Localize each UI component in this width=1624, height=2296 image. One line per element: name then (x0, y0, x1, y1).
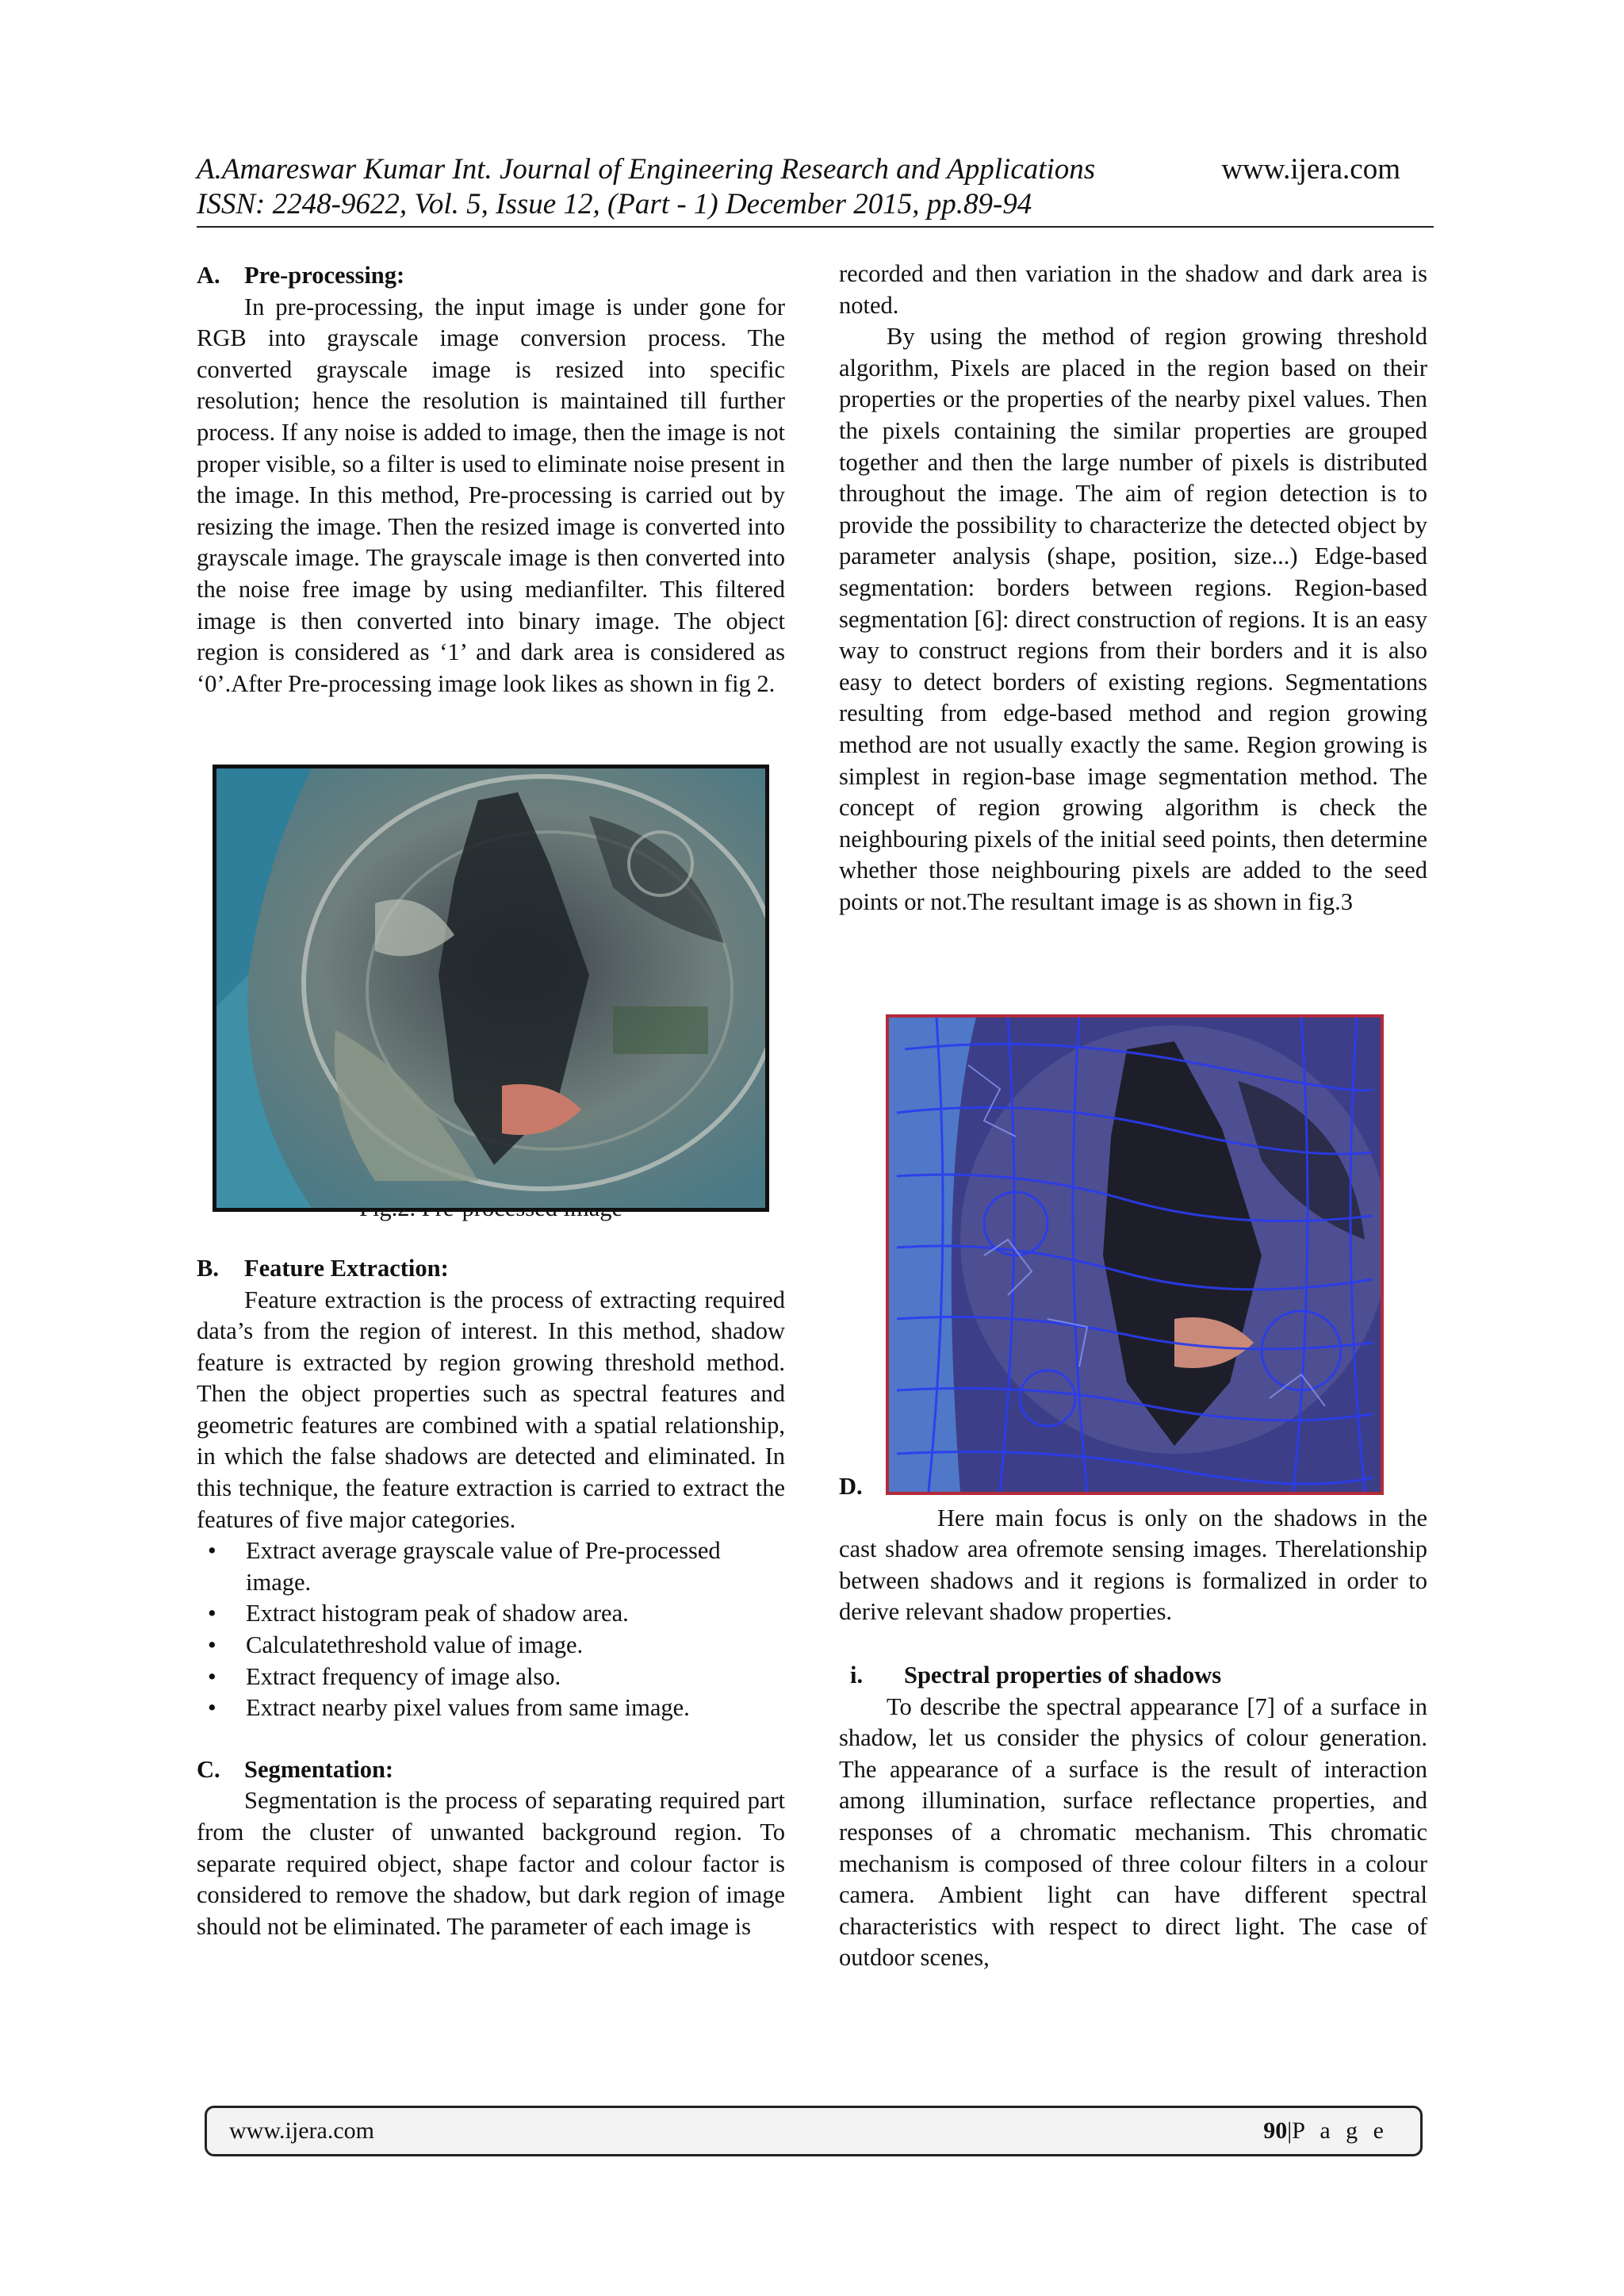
spacer (197, 1225, 785, 1253)
section-c-letter: C. (197, 1755, 220, 1783)
header-divider (197, 226, 1434, 228)
page-header (197, 152, 1434, 222)
page-indicator (1263, 2118, 1388, 2145)
subsection-i-letter: i. (850, 1662, 864, 1689)
subsection-i-paragraph: To describe the spectral appearance [7] of a surface in shadow, let us consider the physics of colour generation. The appearance of a surface is the result of interaction among illumination, surface reflectance properties, and responses of a chromatic mechanism. This chromatic mechanism is composed of three colour filters in a colour camera. Ambient light can have different spectral characteristics with respect to direct light. The case of outdoor scenes, (839, 1692, 1427, 1972)
section-a-heading (197, 260, 785, 292)
section-a-letter: A. (197, 262, 220, 289)
page-separator: | (1287, 2118, 1293, 2144)
page-footer (205, 2106, 1423, 2156)
list-item: • Extract nearby pixel values from same image. (197, 1692, 785, 1724)
bullet-icon: • (208, 1537, 216, 1565)
list-item: • Calculatethreshold value of image. (197, 1630, 785, 1662)
page-number: 90 (1263, 2118, 1288, 2144)
section-b-letter: B. (197, 1254, 219, 1282)
bullet-icon: • (208, 1631, 216, 1659)
subsection-i-heading (839, 1660, 1427, 1692)
header-line-1 (197, 152, 1434, 187)
section-c-title: Segmentation: (244, 1755, 394, 1783)
bullet-icon: • (208, 1694, 216, 1722)
issn-line: ISSN: 2248-9622, Vol. 5, Issue 12, (Part - 1) December 2015, pp.89-94 (197, 188, 1032, 220)
journal-citation: A.Amareswar Kumar Int. Journal of Engineering Research and Applications (197, 153, 1096, 186)
header-website: www.ijera.com (1221, 153, 1400, 186)
section-b-heading (197, 1253, 785, 1285)
list-item: • Extract average grayscale value of Pre-processed image. (208, 1537, 721, 1596)
section-a-title: Pre-processing: (244, 262, 405, 289)
list-item: • Extract frequency of image also. (197, 1662, 785, 1693)
section-c-paragraph: Segmentation is the process of separating required part from the cluster of unwanted background region. To separate required object, shape factor and colour factor is considered to remove the shadow, but dark region of image should not be eliminated. The parameter of each image is (197, 1787, 785, 1940)
subsection-i-title: Spectral properties of shadows (904, 1662, 1222, 1689)
section-c-continuation: recorded and then variation in the shadow and dark area is noted. (839, 260, 1427, 319)
list-item: • Extract histogram peak of shadow area. (197, 1598, 785, 1630)
bullet-icon: • (208, 1600, 216, 1627)
section-b-title: Feature Extraction: (244, 1254, 449, 1282)
section-a-paragraph: In pre-processing, the input image is under gone for RGB into grayscale image conversion process. The converted grayscale image is resized into specific resolution; hence the resolution is maintained till further process. If any noise is added to image, then the image is not proper visible, so a filter is used to eliminate noise present in the image. In this method, Pre-processing is carried out by resizing the image. Then the resized image is converted into grayscale image. The grayscale image is then converted into the noise free image by using medianfilter. This filtered image is then converted into binary image. The object region is considered as ‘1’ and dark area is considered as ‘0’.After Pre-processing image look likes as shown in fig 2. (197, 293, 785, 697)
section-b-paragraph: Feature extraction is the process of extracting required data’s from the region of interest. In this method, shadow feature is extracted by region growing threshold method. Then the object properties such as spectral features and geometric features are combined with a spatial relationship, in which the false shadows are detected and eliminated. In this technique, the feature extraction is carried to extract the features of five major categories. (197, 1286, 785, 1533)
fig2-preprocessed-image (213, 765, 769, 1212)
section-d-letter: D. (839, 1473, 863, 1501)
section-d-paragraph: Here main focus is only on the shadows in the cast shadow area ofremote sensing images. Therelationship between shadows and it regions is formalized in order to derive relevant shadow properties. (839, 1504, 1427, 1626)
spacer (839, 1628, 1427, 1660)
page-word: P a g e (1292, 2118, 1388, 2144)
fig3-segmented-image (886, 1014, 1384, 1495)
bullet-icon: • (208, 1662, 216, 1690)
feature-list (197, 1535, 785, 1724)
aerial-photo-illustration (216, 769, 765, 1208)
region-growing-paragraph: By using the method of region growing threshold algorithm, Pixels are placed in the region based on their properties or the properties of the nearby pixel values. Then the pixels containing the similar properties are grouped together and then the large number of pixels is distributed throughout the image. The aim of region detection is to provide the possibility to characterize the detected object by parameter analysis (shape, position, size...) Edge-based segmentation: borders between regions. Region-based segmentation [6]: direct construction of regions. It is an easy way to construct regions from their borders and it is also easy to detect borders of existing regions. Segmentations resulting from edge-based method and region growing method are not usually exactly the same. Region growing is simplest in region-base image segmentation method. The concept of region growing algorithm is check the neighbouring pixels of the initial seed points, then determine whether those neighbouring pixels are added to the seed points or not.The resultant image is as shown in fig.3 (839, 323, 1427, 915)
section-c-heading (197, 1754, 785, 1786)
footer-website: www.ijera.com (229, 2118, 374, 2144)
segmented-image-illustration (889, 1018, 1381, 1492)
spacer (197, 1724, 785, 1754)
